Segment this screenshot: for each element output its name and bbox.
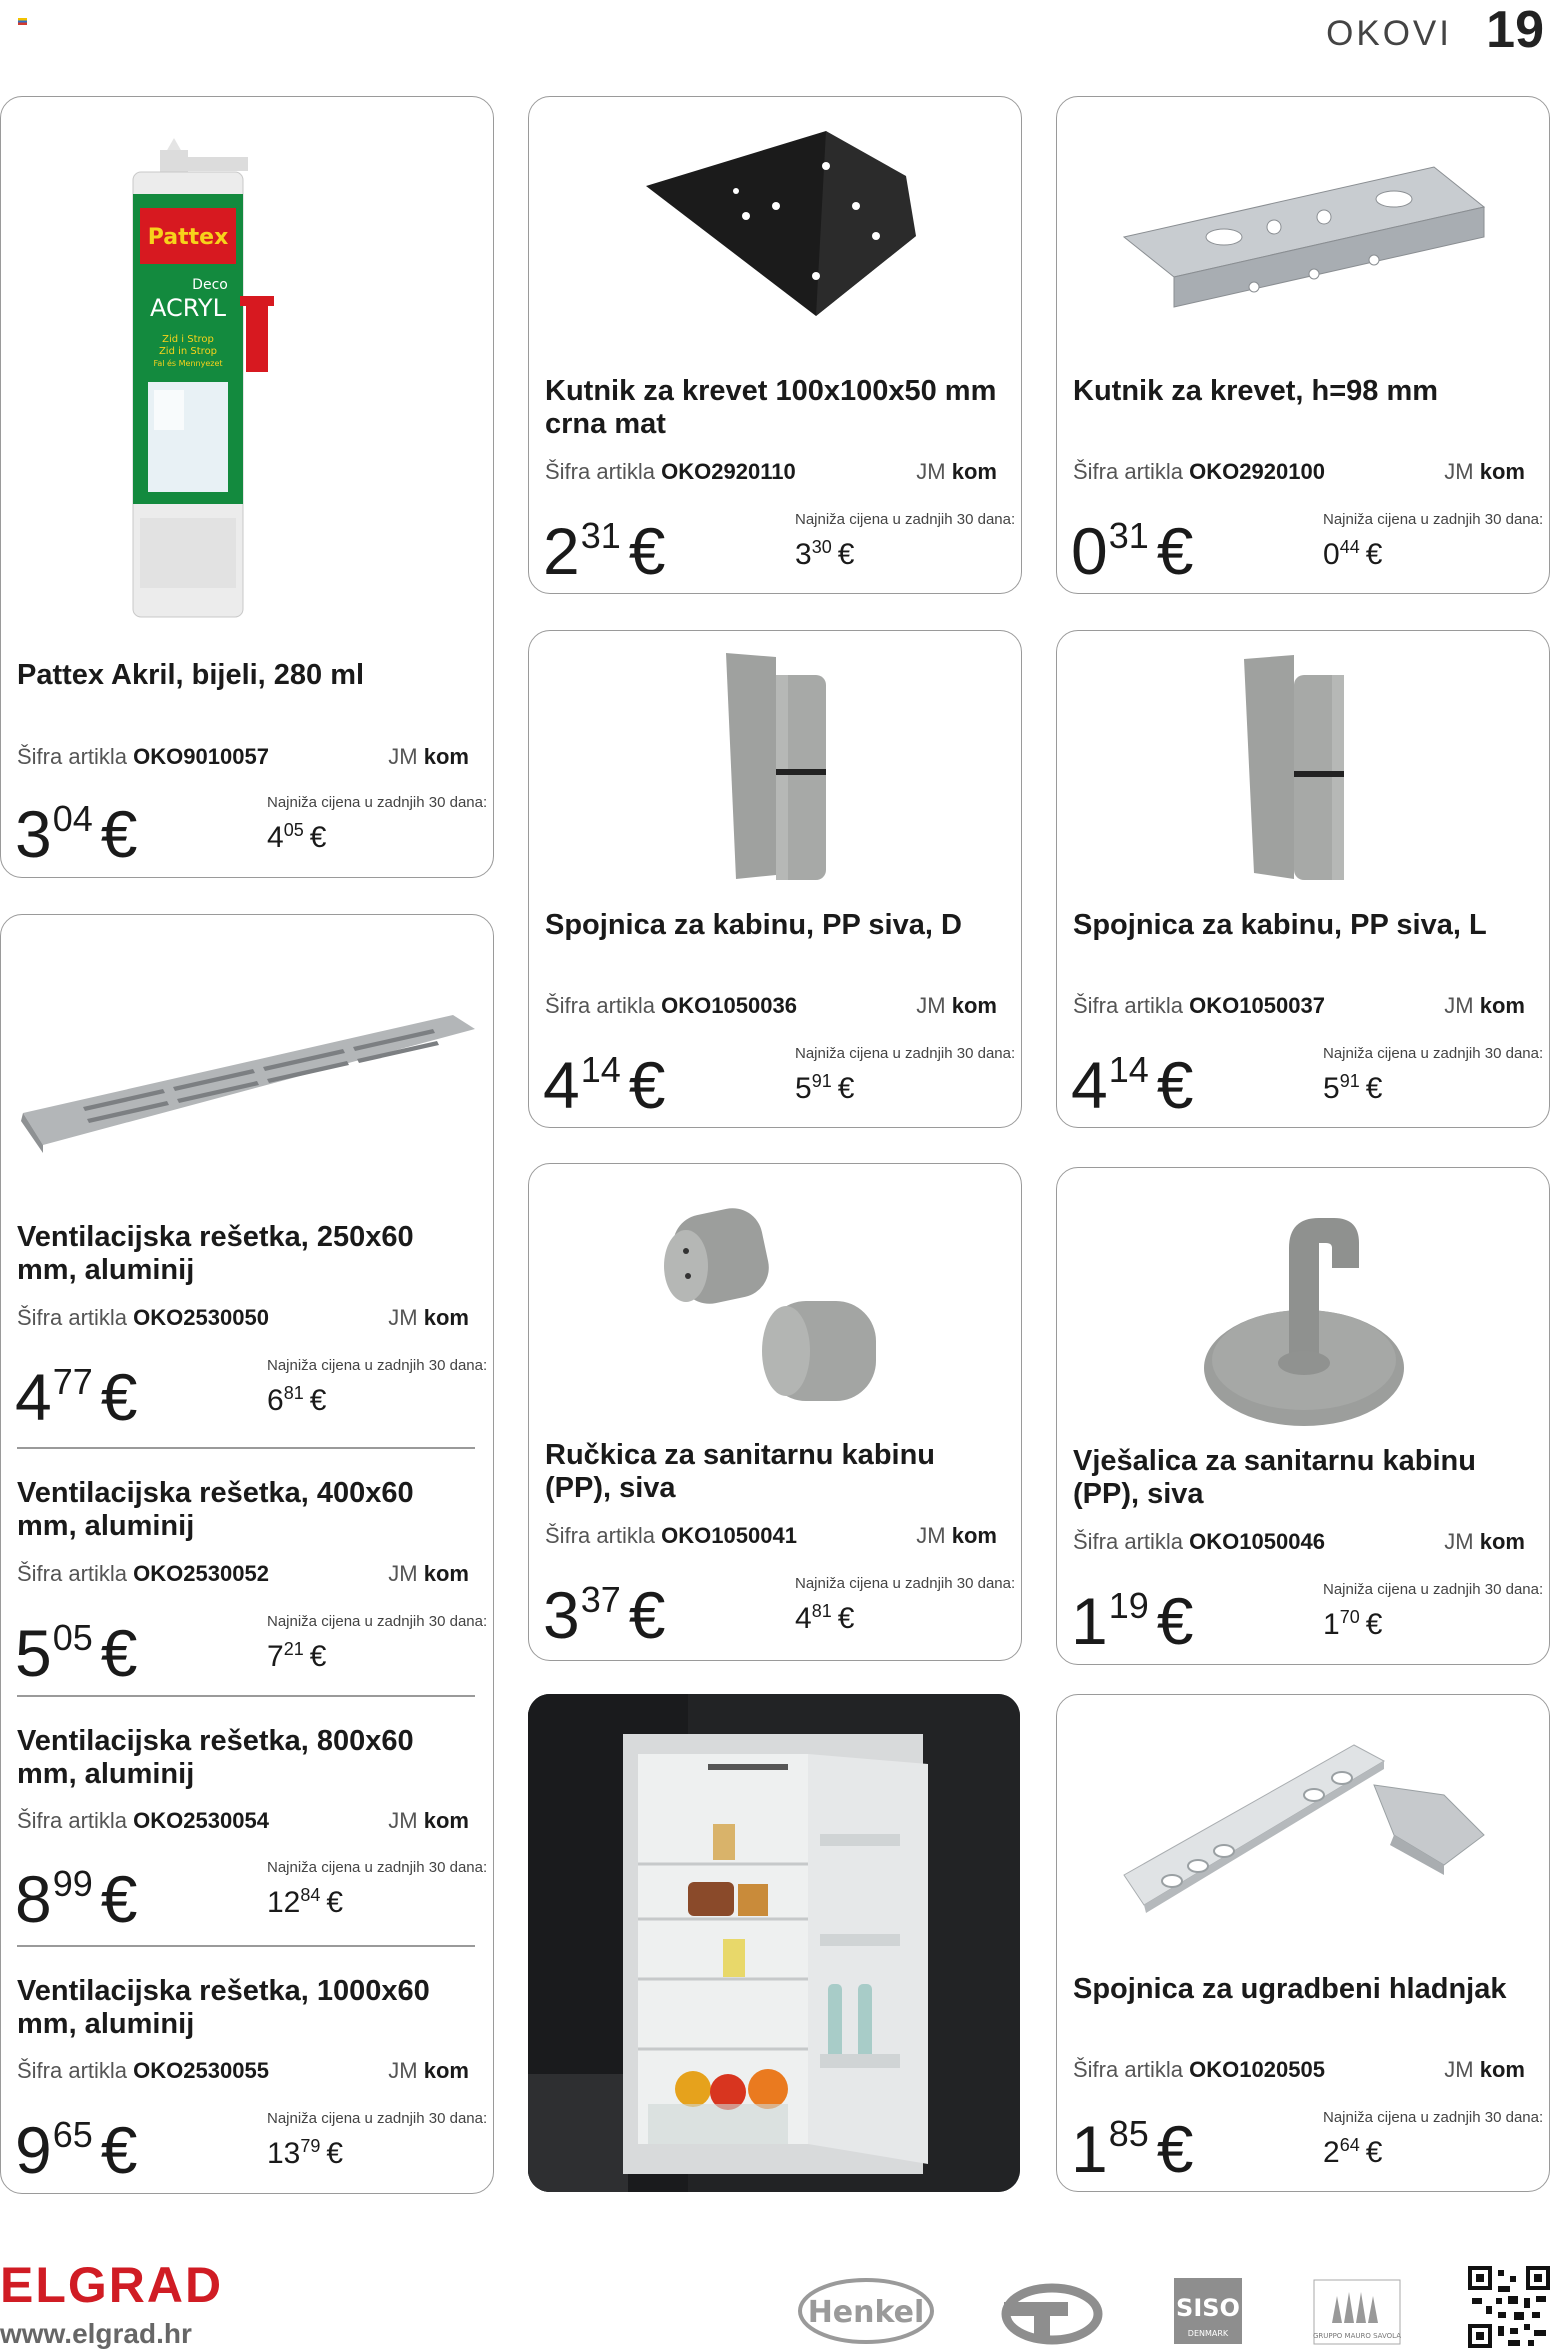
flag-mark — [18, 18, 27, 25]
lowest-price-label: Najniža cijena u zadnjih 30 dana: — [267, 794, 488, 811]
price: $1^{85}$ € — [1071, 2112, 1194, 2186]
product-title: Ventilacijska rešetka, 1000x60 mm, aluminij — [17, 1975, 430, 2040]
lowest-price-label: Najniža cijena u zadnjih 30 dana: — [795, 1045, 1016, 1062]
lowest-price: $1^{70}$ € — [1323, 1607, 1383, 1641]
product-title: Ventilacijska rešetka, 800x60 mm, aluminij — [17, 1725, 414, 1790]
unit: JM kom — [1444, 1529, 1525, 1554]
product-title: Ventilacijska rešetka, 400x60 mm, aluminij — [17, 1477, 414, 1542]
product-title: Pattex Akril, bijeli, 280 ml — [17, 659, 365, 691]
product-image — [1057, 117, 1550, 337]
price: $3^{37}$ € — [543, 1578, 666, 1652]
product-title: Ventilacijska rešetka, 250x60 mm, aluminij — [17, 1221, 414, 1286]
sku: Šifra artikla OKO2530050 — [17, 1305, 269, 1330]
product-image — [529, 1176, 1022, 1426]
product-card-spojnica-d[interactable] — [528, 630, 1022, 1128]
product-image — [529, 645, 1022, 885]
unit: JM kom — [1444, 459, 1525, 484]
product-title: Kutnik za krevet 100x100x50 mm crna mat — [545, 375, 997, 440]
lowest-price-label: Najniža cijena u zadnjih 30 dana: — [1323, 2109, 1544, 2126]
sku: Šifra artikla OKO2920100 — [1073, 459, 1325, 484]
product-title: Kutnik za krevet, h=98 mm — [1073, 375, 1439, 407]
divider — [17, 1695, 475, 1697]
product-card-kutnik-black[interactable] — [528, 96, 1022, 594]
lowest-price-label: Najniža cijena u zadnjih 30 dana: — [795, 1575, 1016, 1592]
sku: Šifra artikla OKO1050041 — [545, 1523, 797, 1548]
lowest-price: $5^{91}$ € — [1323, 1071, 1383, 1105]
unit: JM kom — [388, 1561, 469, 1586]
svg-text:Pattex: Pattex — [147, 225, 229, 250]
lowest-price-label: Najniža cijena u zadnjih 30 dana: — [1323, 511, 1544, 528]
product-image — [1057, 1178, 1550, 1438]
price: $3^{04}$ € — [15, 797, 138, 871]
unit: JM kom — [916, 1523, 997, 1548]
product-image — [1057, 1715, 1550, 1945]
sku: Šifra artikla OKO2530055 — [17, 2058, 269, 2083]
svg-text:SISO: SISO — [1176, 2294, 1240, 2322]
lowest-price-label: Najniža cijena u zadnjih 30 dana: — [267, 1859, 488, 1876]
unit: JM kom — [388, 1808, 469, 1833]
price: $2^{31}$ € — [543, 514, 666, 588]
lowest-price: $12^{84}$ € — [267, 1885, 344, 1919]
product-image — [529, 111, 1022, 341]
svg-text:Deco: Deco — [192, 277, 228, 293]
price: $8^{99}$ € — [15, 1862, 138, 1936]
svg-text:Henkel: Henkel — [807, 2295, 925, 2330]
divider — [17, 1945, 475, 1947]
unit: JM kom — [916, 459, 997, 484]
lowest-price-label: Najniža cijena u zadnjih 30 dana: — [795, 511, 1016, 528]
unit: JM kom — [1444, 993, 1525, 1018]
sku: Šifra artikla OKO1050036 — [545, 993, 797, 1018]
lowest-price-label: Najniža cijena u zadnjih 30 dana: — [267, 1357, 488, 1374]
lowest-price: $13^{79}$ € — [267, 2136, 344, 2170]
siso-logo — [1172, 2276, 1244, 2346]
fridge-photo — [528, 1694, 1020, 2192]
sku: Šifra artikla OKO2530052 — [17, 1561, 269, 1586]
product-card-ventilation[interactable] — [0, 914, 494, 2194]
unit: JM kom — [388, 744, 469, 769]
lowest-price-label: Najniža cijena u zadnjih 30 dana: — [1323, 1045, 1544, 1062]
price: $4^{77}$ € — [15, 1360, 138, 1434]
sanitary-brand-logo — [1000, 2280, 1104, 2346]
lowest-price: $0^{44}$ € — [1323, 537, 1383, 571]
gruppo-logo — [1312, 2278, 1402, 2346]
svg-text:Fal és Mennyezet: Fal és Mennyezet — [153, 359, 223, 368]
price: $0^{31}$ € — [1071, 514, 1194, 588]
lowest-price: $4^{81}$ € — [795, 1601, 855, 1635]
sku: Šifra artikla OKO1020505 — [1073, 2057, 1325, 2082]
divider — [17, 1447, 475, 1449]
product-title: Vješalica za sanitarnu kabinu (PP), siva — [1073, 1445, 1476, 1510]
price: $4^{14}$ € — [1071, 1048, 1194, 1122]
product-card-spojnica-l[interactable] — [1056, 630, 1550, 1128]
unit: JM kom — [388, 2058, 469, 2083]
lowest-price-label: Najniža cijena u zadnjih 30 dana: — [1323, 1581, 1544, 1598]
lowest-price: $3^{30}$ € — [795, 537, 855, 571]
elgrad-logo[interactable]: ELGRAD — [0, 2257, 224, 2313]
section-title: OKOVI — [1326, 14, 1452, 53]
product-title: Ručkica za sanitarnu kabinu (PP), siva — [545, 1439, 936, 1504]
qr-code[interactable] — [1468, 2266, 1550, 2348]
sku: Šifra artikla OKO2920110 — [545, 459, 796, 484]
product-title: Spojnica za ugradbeni hladnjak — [1073, 1973, 1507, 2005]
website-link[interactable]: www.elgrad.hr — [0, 2318, 192, 2349]
svg-text:Zid i Strop: Zid i Strop — [162, 334, 214, 345]
sku: Šifra artikla OKO1050046 — [1073, 1529, 1325, 1554]
svg-text:DENMARK: DENMARK — [1187, 2329, 1229, 2338]
price: $9^{65}$ € — [15, 2113, 138, 2187]
product-card-ruckica[interactable] — [528, 1163, 1022, 1661]
lowest-price: $7^{21}$ € — [267, 1639, 327, 1673]
svg-text:ACRYL: ACRYL — [150, 294, 226, 322]
product-title: Spojnica za kabinu, PP siva, L — [1073, 909, 1487, 941]
sku: Šifra artikla OKO9010057 — [17, 744, 269, 769]
price: $4^{14}$ € — [543, 1048, 666, 1122]
lowest-price: $5^{91}$ € — [795, 1071, 855, 1105]
lowest-price: $6^{81}$ € — [267, 1383, 327, 1417]
product-title: Spojnica za kabinu, PP siva, D — [545, 909, 962, 941]
sku: Šifra artikla OKO2530054 — [17, 1808, 269, 1833]
product-card-vjesalica[interactable] — [1056, 1167, 1550, 1665]
henkel-logo — [796, 2276, 936, 2346]
unit: JM kom — [916, 993, 997, 1018]
product-image — [1, 127, 494, 627]
product-card-pattex[interactable] — [0, 96, 494, 878]
product-card-kutnik-metal[interactable] — [1056, 96, 1550, 594]
svg-text:Zid in Strop: Zid in Strop — [158, 346, 218, 357]
lowest-price: $4^{05}$ € — [267, 820, 327, 854]
page-number: 19 — [1486, 1, 1544, 59]
product-image — [1, 975, 494, 1175]
lowest-price-label: Najniža cijena u zadnjih 30 dana: — [267, 1613, 488, 1630]
lowest-price-label: Najniža cijena u zadnjih 30 dana: — [267, 2110, 488, 2127]
price: $1^{19}$ € — [1071, 1584, 1194, 1658]
product-card-spojnica-hladnjak[interactable] — [1056, 1694, 1550, 2192]
sku: Šifra artikla OKO1050037 — [1073, 993, 1325, 1018]
lowest-price: $2^{64}$ € — [1323, 2135, 1383, 2169]
svg-text:GRUPPO MAURO SAVOLA: GRUPPO MAURO SAVOLA — [1312, 2332, 1402, 2340]
unit: JM kom — [1444, 2057, 1525, 2082]
product-image — [1057, 645, 1550, 885]
unit: JM kom — [388, 1305, 469, 1330]
price: $5^{05}$ € — [15, 1616, 138, 1690]
